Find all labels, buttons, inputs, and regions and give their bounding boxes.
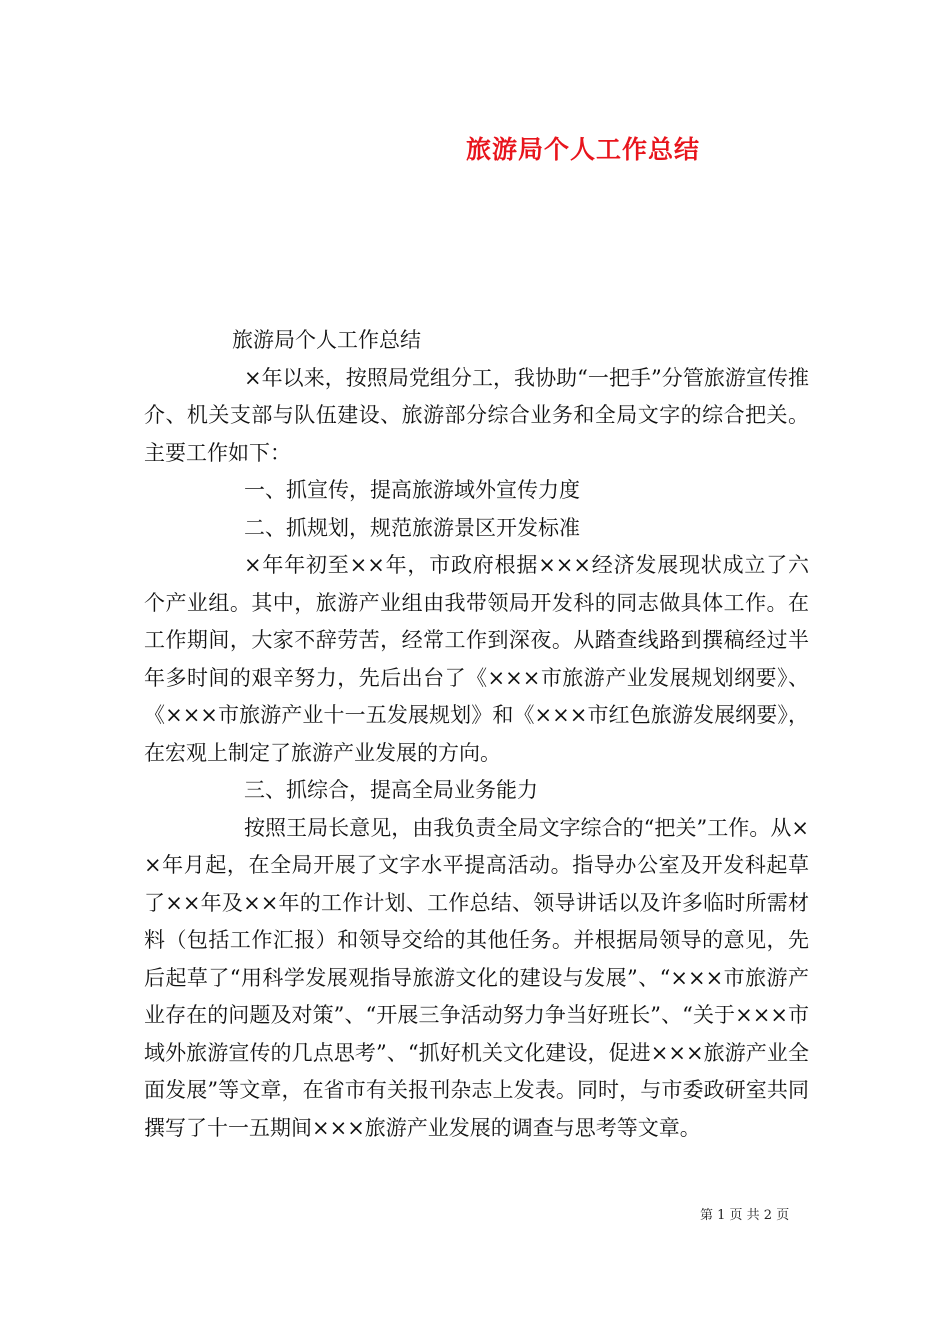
paragraph-integration: 按照王局长意见，由我负责全局文字综合的“把关”工作。从××年月起，在全局开展了文字水平提高活动。指导办公室及开发科起草了××年及××年的工作计划、工作总结、领导讲话以及许多临时所需材料（包括工作汇报）和领导交给的其他任务。并根据局领导的意见，先后起草了“用科学发展观指导旅游文化的建设与发展”、“×××市旅游产业存在的问题及对策”、“开展三争活动努力争当好班长”、“关于×××市域外旅游宣传的几点思考”、“抓好机关文化建设，促进×××旅游产业全面发展”等文章，在省市有关报刊杂志上发表。同时，与市委政研室共同撰写了十一五期间×××旅游产业发展的调查与思考等文章。 [144,815,809,1140]
document-body [144,322,809,1147]
section-heading-planning: 二、抓规划，规范旅游景区开发标准 [244,515,580,540]
page-title: 旅游局个人工作总结 [465,135,700,164]
paragraph-planning: ×年年初至××年，市政府根据×××经济发展现状成立了六个产业组。其中，旅游产业组由我带领局开发科的同志做具体工作。在工作期间，大家不辞劳苦，经常工作到深夜。从踏查线路到撰稿经过半年多时间的艰辛努力，先后出台了《×××市旅游产业发展规划纲要》、《×××市旅游产业十一五发展规划》和《×××市红色旅游发展纲要》，在宏观上制定了旅游产业发展的方向。 [144,553,809,765]
paragraph-intro: ×年以来，按照局党组分工，我协助“一把手”分管旅游宣传推介、机关支部与队伍建设、旅游部分综合业务和全局文字的综合把关。主要工作如下： [144,365,809,465]
section-heading-publicity: 一、抓宣传，提高旅游域外宣传力度 [244,478,580,502]
section-heading-integration: 三、抓综合，提高全局业务能力 [244,778,538,802]
page-number: 第 1 页 共 2 页 [700,1208,790,1223]
document-subtitle: 旅游局个人工作总结 [232,328,421,352]
